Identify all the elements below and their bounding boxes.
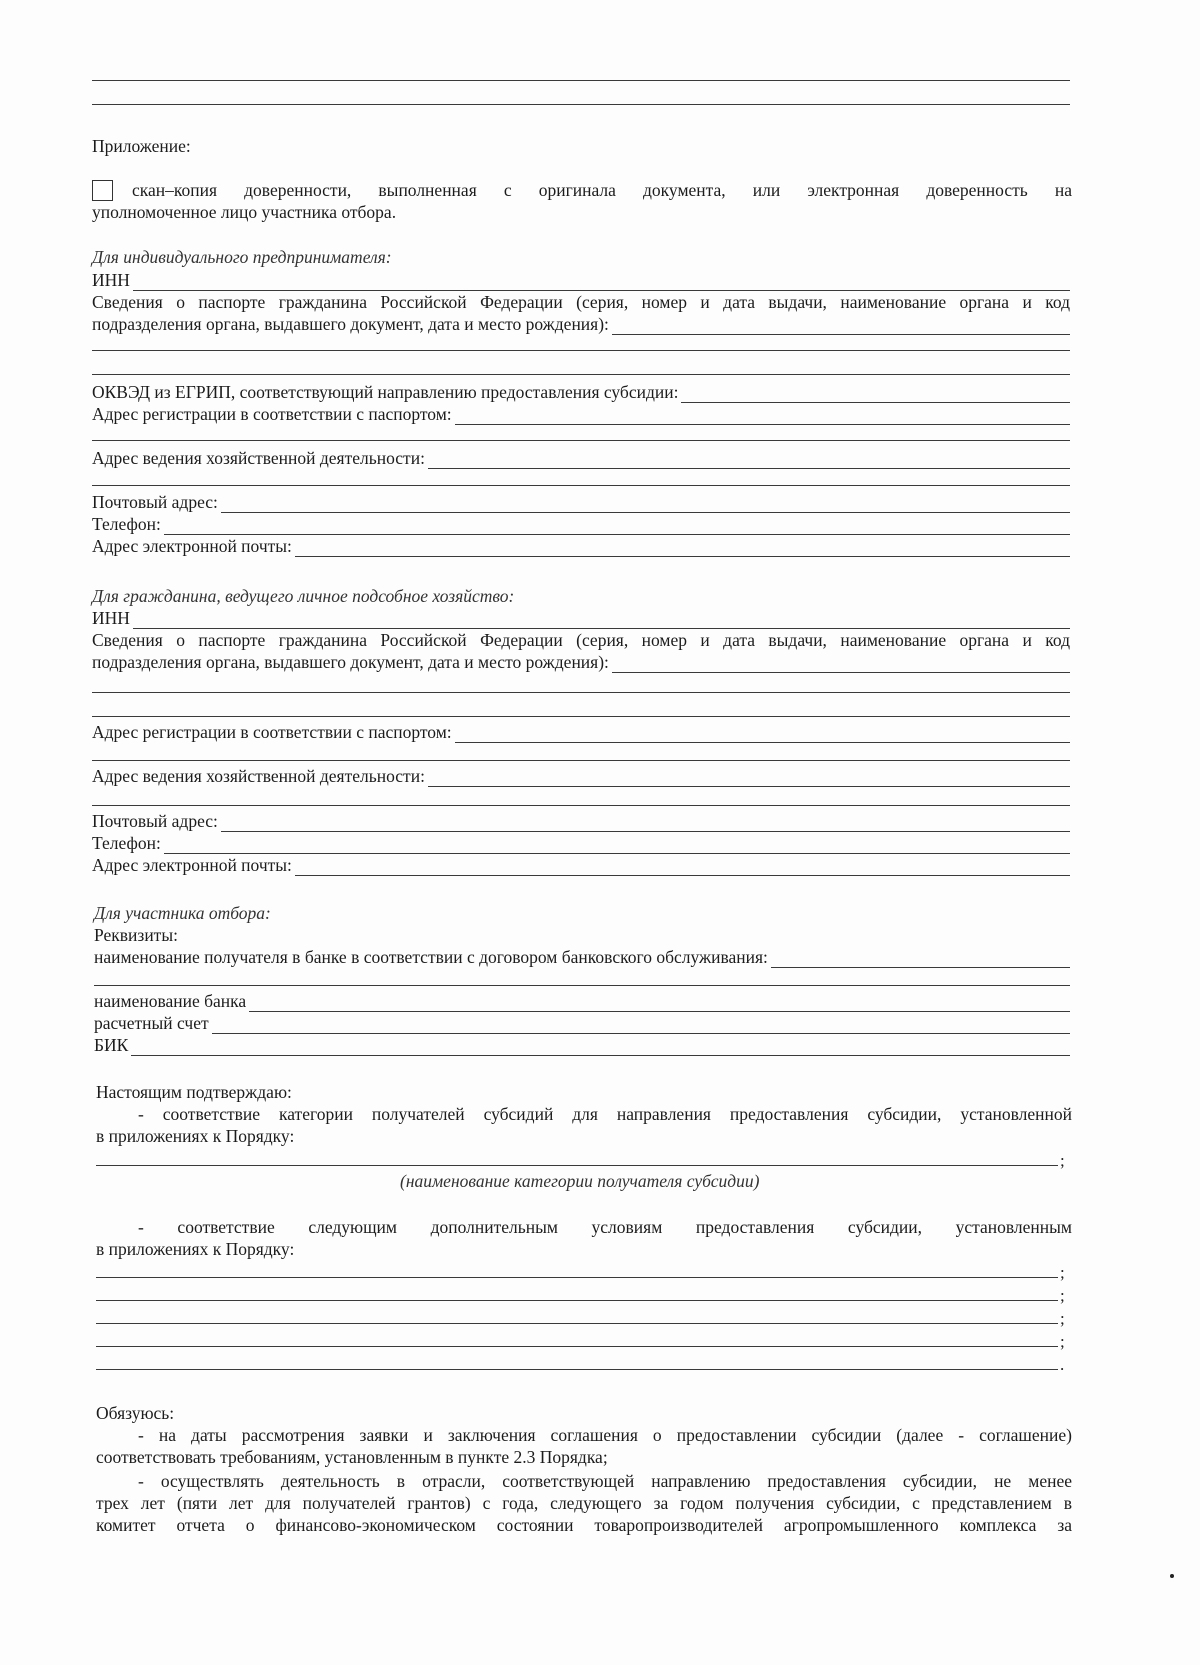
category-blank[interactable] xyxy=(96,1165,1058,1166)
semicolon: ; xyxy=(1060,1332,1065,1351)
blank-line xyxy=(92,374,1070,375)
semicolon: ; xyxy=(1060,1263,1065,1282)
obligation-1-text-cont: соответствовать требованиям, установленным в пункте 2.3 Порядка; xyxy=(96,1447,608,1467)
postal-label: Почтовый адрес: xyxy=(92,811,218,831)
attachments-heading: Приложение: xyxy=(92,136,191,156)
entrepreneur-passport-label: Сведения о паспорте гражданина Российской Федерации (серия, номер и дата выдачи, наименование органа и код xyxy=(92,292,1070,312)
business-address-label: Адрес ведения хозяйственной деятельности: xyxy=(92,766,425,786)
inn-label: ИНН xyxy=(92,270,130,290)
requisites-label: Реквизиты: xyxy=(94,925,178,945)
period: . xyxy=(1060,1355,1065,1374)
condition-blank[interactable] xyxy=(96,1369,1058,1370)
okved-blank[interactable] xyxy=(681,388,1070,403)
postal-blank[interactable] xyxy=(221,498,1070,513)
recipient-name-field[interactable] xyxy=(94,946,1070,968)
entrepreneur-reg-address-field[interactable] xyxy=(92,403,1070,425)
entrepreneur-passport-field[interactable] xyxy=(92,313,1070,335)
passport-label-cont: подразделения органа, выдавшего документ, дата и место рождения): xyxy=(92,314,609,334)
business-address-blank[interactable] xyxy=(428,454,1070,469)
account-blank[interactable] xyxy=(212,1019,1070,1034)
phone-label: Телефон: xyxy=(92,514,161,534)
entrepreneur-inn-field[interactable] xyxy=(92,269,1070,291)
bank-blank[interactable] xyxy=(249,997,1070,1012)
blank-line xyxy=(94,985,1070,986)
bik-label: БИК xyxy=(94,1035,129,1055)
confirm-conditions-text: - соответствие следующим дополнительным условиям предоставления субсидии, установленным xyxy=(138,1217,1072,1237)
condition-blank[interactable] xyxy=(96,1300,1058,1301)
category-caption: (наименование категории получателя субсидии) xyxy=(400,1171,760,1191)
farmer-inn-field[interactable] xyxy=(92,607,1070,629)
business-address-label: Адрес ведения хозяйственной деятельности: xyxy=(92,448,425,468)
phone-label: Телефон: xyxy=(92,833,161,853)
semicolon: ; xyxy=(1060,1309,1065,1328)
account-label: расчетный счет xyxy=(94,1013,209,1033)
condition-blank[interactable] xyxy=(96,1323,1058,1324)
entrepreneur-okved-field[interactable] xyxy=(92,381,1070,403)
passport-label-cont: подразделения органа, выдавшего документ, дата и место рождения): xyxy=(92,652,609,672)
inn-blank[interactable] xyxy=(133,614,1070,629)
passport-blank[interactable] xyxy=(612,658,1070,673)
phone-blank[interactable] xyxy=(164,839,1070,854)
business-address-blank[interactable] xyxy=(428,772,1070,787)
reg-address-label: Адрес регистрации в соответствии с паспортом: xyxy=(92,722,452,742)
scan-speck xyxy=(1170,1574,1174,1578)
blank-line xyxy=(92,760,1070,761)
passport-blank[interactable] xyxy=(612,320,1070,335)
entrepreneur-heading: Для индивидуального предпринимателя: xyxy=(92,247,392,267)
entrepreneur-postal-field[interactable] xyxy=(92,491,1070,513)
obligations-heading: Обязуюсь: xyxy=(96,1403,175,1423)
inn-blank[interactable] xyxy=(133,276,1070,291)
email-label: Адрес электронной почты: xyxy=(92,536,292,556)
confirm-category-text-cont: в приложениях к Порядку: xyxy=(96,1126,295,1146)
condition-blank[interactable] xyxy=(96,1346,1058,1347)
entrepreneur-phone-field[interactable] xyxy=(92,513,1070,535)
postal-label: Почтовый адрес: xyxy=(92,492,218,512)
farmer-phone-field[interactable] xyxy=(92,832,1070,854)
farmer-postal-field[interactable] xyxy=(92,810,1070,832)
postal-blank[interactable] xyxy=(221,817,1070,832)
semicolon: ; xyxy=(1060,1286,1065,1305)
blank-line xyxy=(92,716,1070,717)
blank-line xyxy=(92,440,1070,441)
condition-blank[interactable] xyxy=(96,1277,1058,1278)
attachment-item-text-cont: уполномоченное лицо участника отбора. xyxy=(92,202,397,222)
blank-line xyxy=(92,104,1070,105)
reg-address-blank[interactable] xyxy=(455,410,1070,425)
participant-heading: Для участника отбора: xyxy=(94,903,271,923)
blank-line xyxy=(92,80,1070,81)
semicolon: ; xyxy=(1060,1151,1065,1170)
email-label: Адрес электронной почты: xyxy=(92,855,292,875)
bik-field[interactable] xyxy=(94,1034,1070,1056)
blank-line xyxy=(92,485,1070,486)
obligation-1-text: - на даты рассмотрения заявки и заключения соглашения о предоставлении субсидии (далее - соглашение) xyxy=(138,1425,1072,1445)
okved-label: ОКВЭД из ЕГРИП, соответствующий направлению предоставления субсидии: xyxy=(92,382,679,402)
confirm-heading: Настоящим подтверждаю: xyxy=(96,1082,292,1102)
recipient-label: наименование получателя в банке в соответствии с договором банковского обслуживания: xyxy=(94,947,768,967)
blank-line xyxy=(92,805,1070,806)
reg-address-label: Адрес регистрации в соответствии с паспортом: xyxy=(92,404,452,424)
bank-name-field[interactable] xyxy=(94,990,1070,1012)
farmer-reg-address-field[interactable] xyxy=(92,721,1070,743)
obligation-2-text-cont: комитет отчета о финансово-экономическом состоянии товаропроизводителей агропромышленного комплекса за xyxy=(96,1515,1072,1535)
farmer-heading: Для гражданина, ведущего личное подсобное хозяйство: xyxy=(92,586,515,606)
farmer-passport-field[interactable] xyxy=(92,651,1070,673)
obligation-2-text-cont: трех лет (пяти лет для получателей грантов) с года, следующего за годом получения субсидии, с представлением в xyxy=(96,1493,1072,1513)
email-blank[interactable] xyxy=(295,861,1070,876)
phone-blank[interactable] xyxy=(164,520,1070,535)
inn-label: ИНН xyxy=(92,608,130,628)
bik-blank[interactable] xyxy=(131,1041,1070,1056)
blank-line xyxy=(92,692,1070,693)
attachment-item-text: скан–копия доверенности, выполненная с оригинала документа, или электронная доверенность на xyxy=(132,180,1072,200)
farmer-passport-label: Сведения о паспорте гражданина Российской Федерации (серия, номер и дата выдачи, наименование органа и код xyxy=(92,630,1070,650)
attachment-checkbox[interactable] xyxy=(92,180,113,201)
farmer-email-field[interactable] xyxy=(92,854,1070,876)
confirm-category-text: - соответствие категории получателей субсидий для направления предоставления субсидии, установленной xyxy=(138,1104,1072,1124)
entrepreneur-business-address-field[interactable] xyxy=(92,447,1070,469)
confirm-conditions-text-cont: в приложениях к Порядку: xyxy=(96,1239,295,1259)
recipient-blank[interactable] xyxy=(771,953,1070,968)
entrepreneur-email-field[interactable] xyxy=(92,535,1070,557)
email-blank[interactable] xyxy=(295,542,1070,557)
blank-line xyxy=(92,350,1070,351)
reg-address-blank[interactable] xyxy=(455,728,1070,743)
bank-label: наименование банка xyxy=(94,991,247,1011)
obligation-2-text: - осуществлять деятельность в отрасли, соответствующей направлению предоставления субсидии, не менее xyxy=(138,1471,1072,1491)
account-field[interactable] xyxy=(94,1012,1070,1034)
farmer-business-address-field[interactable] xyxy=(92,765,1070,787)
